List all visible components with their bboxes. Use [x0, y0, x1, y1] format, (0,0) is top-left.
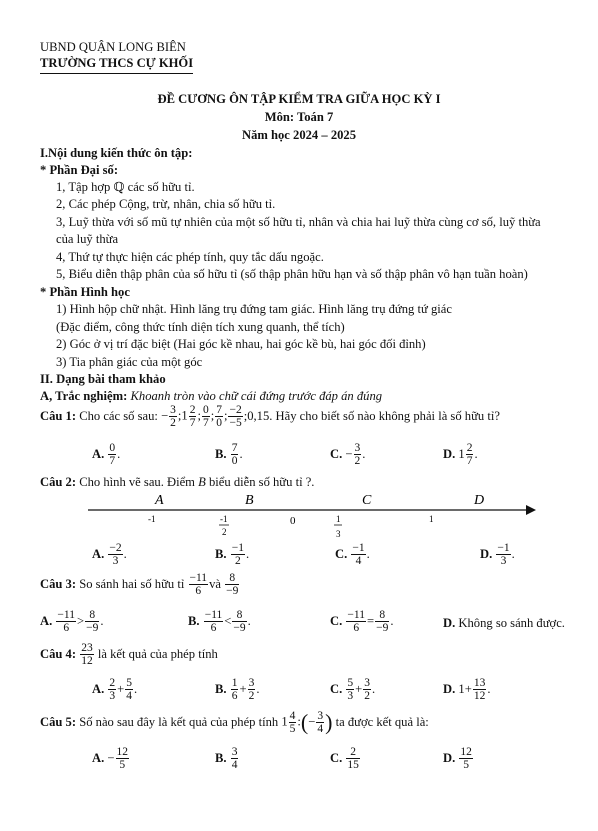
q5-option-b[interactable]: B. $\frac{3}{4}$ — [215, 746, 238, 772]
geometry-item: 3) Tia phân giác của một góc — [56, 355, 203, 369]
doc-year: Năm học 2024 – 2025 — [241, 128, 357, 142]
geometry-heading: * Phần Hình học — [40, 285, 130, 299]
q3-option-d[interactable]: D. Không so sánh được. — [443, 616, 565, 630]
mc-instruction: Khoanh tròn vào chữ cái đứng trước đáp án đúng — [130, 389, 383, 403]
question-5 — [40, 710, 429, 735]
tick-minus-half-num: -1 — [220, 514, 228, 524]
q2-option-a[interactable]: A. $\frac{-2}{3}$ . — [92, 542, 127, 568]
q5-text: Số nào sau đây là kết quả của phép tính — [79, 714, 279, 729]
question-1 — [40, 404, 500, 429]
q2-text-after: biểu diễn số hữu tỉ ?. — [209, 475, 315, 489]
q3-option-c[interactable]: C. $\frac{-11}{6}$ = $\frac{8}{-9}$ . — [330, 609, 394, 635]
q5-option-c[interactable]: C. $\frac{2}{15}$ — [330, 746, 359, 772]
algebra-item: 1, Tập hợp ℚ các số hữu tỉ. — [56, 180, 195, 194]
mc-heading-line — [40, 389, 382, 405]
mc-heading: A, Trắc nghiệm: — [40, 389, 128, 403]
q2-option-c[interactable]: C. $\frac{-1}{4}$ . — [335, 542, 370, 568]
geometry-item: 2) Góc ở vị trí đặc biệt (Hai góc kề nhau, hai góc kề bù, hai góc đối đỉnh) — [56, 337, 426, 351]
algebra-item: 5, Biểu diễn thập phân của số hữu tỉ (số thập phân hữu hạn và số thập phân vô hạn tuần hoàn) — [56, 267, 528, 281]
q5-option-a[interactable]: A. − $\frac{12}{5}$ — [92, 746, 129, 772]
tick-minus-half-den: 2 — [222, 527, 227, 537]
point-a-label: A — [155, 493, 164, 508]
q2-option-b[interactable]: B. $\frac{-1}{2}$ . — [215, 542, 250, 568]
q3-text: So sánh hai số hữu tỉ — [79, 576, 185, 591]
q4-label: Câu 4: — [40, 646, 77, 661]
q3-option-a[interactable]: A. $\frac{-11}{6}$ > $\frac{8}{-9}$ . — [40, 609, 104, 635]
point-b-label: B — [245, 493, 254, 508]
q1-option-c[interactable]: C. − $\frac{3}{2}$ . — [330, 442, 366, 468]
q4-fraction: $\frac{23}{12}$ — [81, 642, 93, 668]
q4-option-a[interactable]: A. $\frac{2}{3}$ + $\frac{5}{4}$ . — [92, 677, 138, 703]
q3-and: và — [209, 576, 221, 591]
q5-label: Câu 5: — [40, 714, 77, 729]
question-4 — [40, 642, 218, 667]
number-line-arrow — [526, 505, 536, 515]
tick-third-den: 3 — [336, 529, 341, 539]
algebra-item: 2, Các phép Cộng, trừ, nhân, chia số hữu tỉ. — [56, 197, 276, 211]
number-line — [80, 488, 540, 544]
q1-option-d[interactable]: D. 1 $\frac{2}{7}$ . — [443, 442, 478, 468]
doc-subject: Môn: Toán 7 — [264, 110, 334, 124]
q3-fraction-1: $\frac{-11}{6}$ — [189, 572, 208, 598]
q2-point: B — [198, 475, 206, 489]
q3-fraction-2: $\frac{8}{-9}$ — [226, 572, 239, 598]
algebra-item: của luỹ thừa — [56, 232, 119, 246]
tick-minus-one: -1 — [148, 514, 156, 524]
q4-option-d[interactable]: D. 1+ $\frac{13}{12}$ . — [443, 677, 491, 703]
q2-label: Câu 2: — [40, 475, 77, 489]
district-name: UBND QUẬN LONG BIÊN — [40, 40, 186, 54]
q1-number-list: − $\frac{3}{2}$ ;1 $\frac{2}{7}$ ; $\frac{0}{7}$ ; $\frac{7}{0}$ ; $\frac{-2}{-5}$ — [161, 404, 242, 430]
q1-text: Cho các số sau: — [79, 408, 158, 423]
question-3 — [40, 572, 240, 597]
point-c-label: C — [362, 493, 372, 508]
algebra-item: 3, Luỹ thừa với số mũ tự nhiên của một số hữu tỉ, nhân và chia hai luỹ thừa cùng cơ số, luỹ thừa — [56, 215, 541, 229]
q4-option-b[interactable]: B. $\frac{1}{6}$ + $\frac{3}{2}$ . — [215, 677, 260, 703]
section2-heading: II. Dạng bài tham khảo — [40, 372, 166, 386]
q3-label: Câu 3: — [40, 576, 77, 591]
tick-third-num: 1 — [336, 514, 341, 524]
q1-text-tail: ;0,15. Hãy cho biết số nào không phải là số hữu tỉ? — [243, 408, 500, 423]
point-d-label: D — [474, 493, 485, 508]
q5-expression: 1 $\frac{4}{5}$ :(− $\frac{3}{4}$ ) — [281, 709, 333, 736]
q2-option-d[interactable]: D. $\frac{-1}{3}$ . — [480, 542, 515, 568]
q2-text: Cho hình vẽ sau. Điểm — [79, 475, 195, 489]
tick-zero: 0 — [290, 515, 296, 527]
geometry-item: (Đặc điểm, công thức tính diện tích xung quanh, thể tích) — [56, 320, 345, 334]
q3-option-b[interactable]: B. $\frac{-11}{6}$ < $\frac{8}{-9}$ . — [188, 609, 251, 635]
q5-text-after: ta được kết quả là: — [335, 714, 429, 729]
q1-label: Câu 1: — [40, 408, 77, 423]
school-name: TRƯỜNG THCS CỰ KHỐI — [40, 56, 193, 74]
q1-option-b[interactable]: B. $\frac{7}{0}$ . — [215, 442, 243, 468]
q1-option-a[interactable]: A. $\frac{0}{7}$ . — [92, 442, 121, 468]
q4-option-c[interactable]: C. $\frac{5}{3}$ + $\frac{3}{2}$ . — [330, 677, 376, 703]
doc-title: ĐỀ CƯƠNG ÔN TẬP KIỂM TRA GIỮA HỌC KỲ I — [157, 92, 441, 106]
tick-one: 1 — [429, 514, 434, 524]
algebra-item: 4, Thứ tự thực hiện các phép tính, quy tắc dấu ngoặc. — [56, 250, 324, 264]
algebra-heading: * Phần Đại số: — [40, 163, 119, 177]
q4-text: là kết quả của phép tính — [97, 646, 218, 661]
section1-heading: I.Nội dung kiến thức ôn tập: — [40, 146, 193, 160]
q5-option-d[interactable]: D. $\frac{12}{5}$ — [443, 746, 472, 772]
geometry-item: 1) Hình hộp chữ nhật. Hình lăng trụ đứng tam giác. Hình lăng trụ đứng tứ giác — [56, 302, 452, 316]
